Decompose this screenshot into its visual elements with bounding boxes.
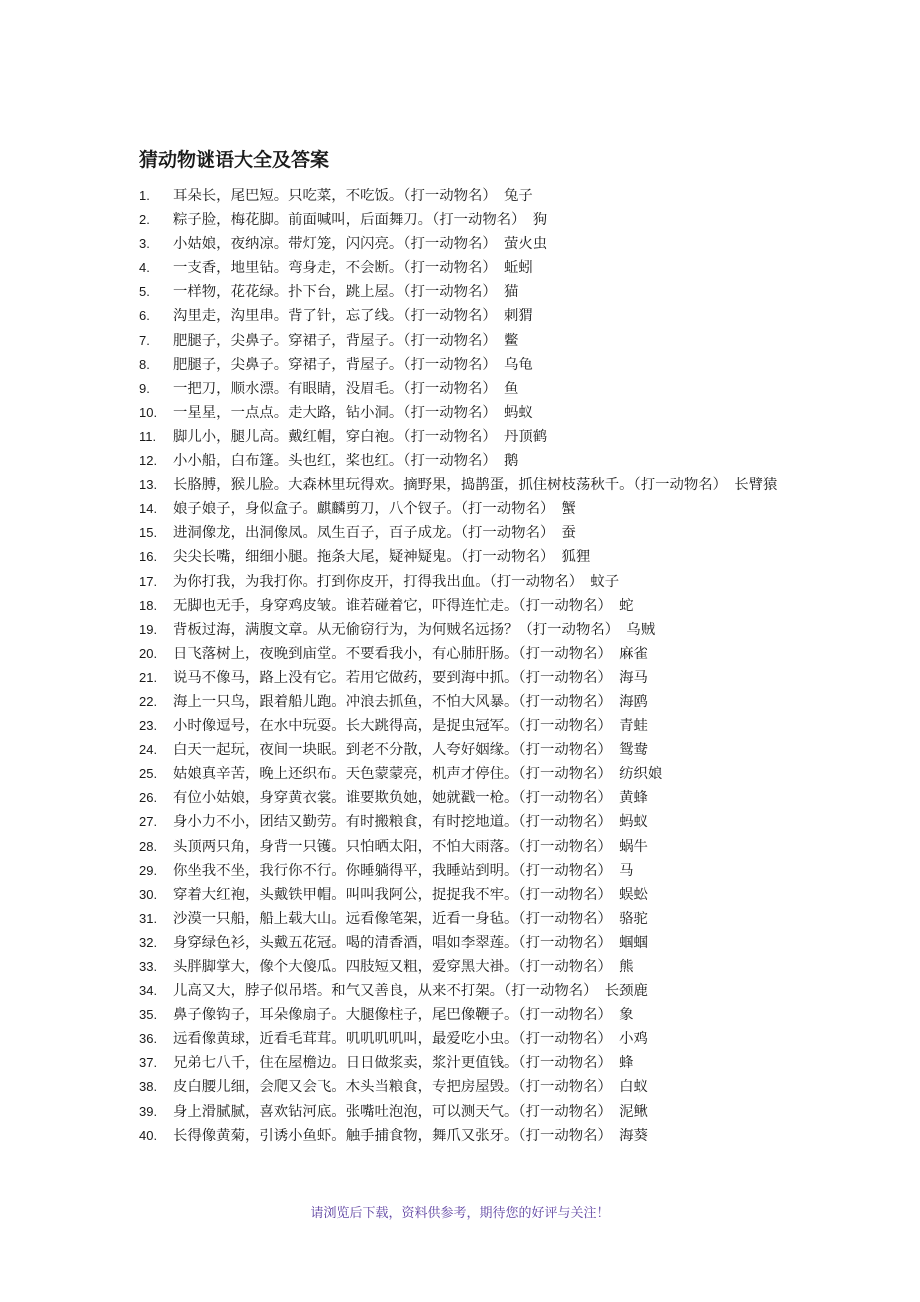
riddle-item [139, 907, 819, 931]
riddle-text: 头胖脚掌大，像个大傻瓜。四肢短又粗，爱穿黑大褂。（打一动物名） 熊 [173, 959, 634, 975]
riddle-text: 儿高又大，脖子似吊塔。和气又善良，从来不打架。（打一动物名） 长颈鹿 [173, 983, 648, 1000]
riddle-text: 白天一起玩，夜间一块眠。到老不分散，人夸好姻缘。（打一动物名） 鸳鸯 [173, 742, 648, 759]
riddle-item [139, 955, 819, 979]
riddle-number: 38. [139, 1079, 158, 1095]
riddle-number: 35. [139, 1007, 158, 1023]
riddle-text: 兄弟七八千，住在屋檐边。日日做浆卖，浆汁更值钱。（打一动物名） 蜂 [173, 1055, 634, 1072]
riddle-number: 32. [139, 934, 158, 950]
riddle-item [139, 232, 819, 256]
riddle-number: 27. [139, 814, 158, 830]
riddle-item [139, 304, 819, 328]
riddle-number: 14. [139, 501, 158, 517]
riddle-number: 12. [139, 453, 158, 469]
riddle-text: 小姑娘，夜纳凉。带灯笼，闪闪亮。（打一动物名） 萤火虫 [173, 236, 548, 253]
riddle-number: 4. [139, 260, 150, 276]
riddle-item [139, 449, 819, 473]
riddle-item [139, 1075, 819, 1099]
riddle-number: 37. [139, 1055, 158, 1071]
riddle-item [139, 594, 819, 618]
riddle-number: 13. [139, 477, 158, 493]
riddle-item [139, 714, 819, 738]
riddle-item [139, 738, 819, 762]
riddle-text: 沙漠一只船，船上载大山。远看像笔架，近看一身毡。（打一动物名） 骆驼 [173, 910, 648, 927]
riddle-number: 39. [139, 1103, 158, 1119]
riddle-item [139, 666, 819, 690]
riddle-text: 娘子娘子，身似盒子。麒麟剪刀，八个钗子。（打一动物名） 蟹 [173, 501, 576, 518]
riddle-text: 长得像黄菊，引诱小鱼虾。触手捕食物，舞爪又张牙。（打一动物名） 海葵 [173, 1127, 648, 1144]
riddle-number: 22. [139, 693, 158, 709]
riddle-text: 肥腿子，尖鼻子。穿裙子，背屋子。（打一动物名） 鳖 [173, 332, 519, 349]
riddle-number: 33. [139, 959, 158, 974]
riddle-item [139, 810, 819, 834]
riddle-text: 粽子脸，梅花脚。前面喊叫，后面舞刀。（打一动物名） 狗 [173, 212, 548, 229]
riddle-text: 身小力不小，团结又勤劳。有时搬粮食，有时挖地道。（打一动物名） 蚂蚁 [173, 814, 648, 831]
riddle-item [139, 280, 819, 304]
riddle-number: 17. [139, 573, 158, 589]
riddle-number: 8. [139, 356, 150, 372]
riddle-number: 10. [139, 404, 158, 420]
riddle-text: 身穿绿色衫，头戴五花冠。喝的清香酒，唱如李翠莲。（打一动物名） 蝈蝈 [173, 934, 648, 951]
riddle-number: 29. [139, 862, 158, 878]
riddle-item [139, 377, 819, 401]
riddle-text: 你坐我不坐，我行你不行。你睡躺得平，我睡站到明。（打一动物名） 马 [173, 862, 634, 879]
riddle-text: 无脚也无手，身穿鸡皮皱。谁若碰着它，吓得连忙走。（打一动物名） 蛇 [173, 597, 634, 614]
riddle-list [139, 184, 819, 1148]
riddle-item [139, 1027, 819, 1051]
riddle-number: 31. [139, 910, 158, 926]
riddle-text: 为你打我，为我打你。打到你皮开，打得我出血。（打一动物名） 蚊子 [173, 573, 620, 590]
riddle-number: 6. [139, 308, 150, 324]
riddle-item [139, 762, 819, 786]
footer-note: 请浏览后下载，资料供参考，期待您的好评与关注！ [310, 1206, 610, 1221]
riddle-number: 34. [139, 983, 158, 999]
riddle-text: 一支香，地里钻。弯身走，不会断。（打一动物名） 蚯蚓 [173, 260, 533, 277]
riddle-number: 36. [139, 1031, 158, 1047]
riddle-text: 背板过海，满腹文章。从无偷窃行为，为何贼名远扬？（打一动物名） 乌贼 [173, 621, 656, 638]
riddle-item [139, 329, 819, 353]
riddle-item [139, 473, 819, 497]
riddle-text: 沟里走，沟里串。背了针，忘了线。（打一动物名） 刺猬 [173, 308, 533, 325]
riddle-number: 30. [139, 886, 158, 902]
riddle-number: 15. [139, 525, 158, 541]
riddle-text: 进洞像龙，出洞像凤。凤生百子，百子成龙。（打一动物名） 蚕 [173, 525, 576, 542]
riddle-text: 身上滑腻腻，喜欢钻河底。张嘴吐泡泡，可以测天气。（打一动物名） 泥鳅 [173, 1103, 648, 1120]
riddle-number: 19. [139, 621, 158, 637]
riddle-number: 23. [139, 718, 158, 734]
riddle-number: 1. [139, 188, 150, 203]
riddle-text: 鼻子像钩子，耳朵像扇子。大腿像柱子，尾巴像鞭子。（打一动物名） 象 [173, 1007, 634, 1024]
riddle-item [139, 545, 819, 569]
riddle-item [139, 208, 819, 232]
riddle-text: 尖尖长嘴，细细小腿。拖条大尾，疑神疑鬼。（打一动物名） 狐狸 [173, 549, 591, 566]
riddle-item [139, 184, 819, 208]
riddle-item [139, 521, 819, 545]
riddle-text: 说马不像马，路上没有它。若用它做药，要到海中抓。（打一动物名） 海马 [173, 669, 648, 686]
riddle-item [139, 642, 819, 666]
riddle-number: 18. [139, 597, 158, 613]
riddle-text: 肥腿子，尖鼻子。穿裙子，背屋子。（打一动物名） 乌龟 [173, 356, 533, 373]
riddle-number: 28. [139, 838, 158, 854]
riddle-number: 21. [139, 669, 158, 685]
riddle-item [139, 690, 819, 714]
page-title: 猜动物谜语大全及答案 [139, 149, 330, 171]
riddle-number: 3. [139, 236, 150, 252]
riddle-number: 11. [139, 428, 157, 444]
riddle-item [139, 425, 819, 449]
riddle-text: 小小船，白布篷。头也红，桨也红。（打一动物名） 鹅 [173, 453, 519, 470]
riddle-item [139, 1124, 819, 1148]
riddle-text: 姑娘真辛苦，晚上还织布。天色蒙蒙亮，机声才停住。（打一动物名） 纺织娘 [173, 766, 663, 783]
riddle-item [139, 256, 819, 280]
riddle-text: 远看像黄球，近看毛茸茸。叽叽叽叽叫，最爱吃小虫。（打一动物名） 小鸡 [173, 1031, 648, 1048]
riddle-item [139, 1051, 819, 1075]
riddle-text: 皮白腰儿细，会爬又会飞。木头当粮食，专把房屋毁。（打一动物名） 白蚁 [173, 1079, 648, 1096]
riddle-text: 日飞落树上，夜晚到庙堂。不要看我小，有心肺肝肠。（打一动物名） 麻雀 [173, 645, 648, 662]
riddle-number: 16. [139, 549, 158, 565]
riddle-number: 24. [139, 742, 158, 758]
riddle-text: 小时像逗号，在水中玩耍。长大跳得高，是捉虫冠军。（打一动物名） 青蛙 [173, 718, 648, 735]
riddle-number: 5. [139, 284, 150, 300]
riddle-number: 20. [139, 645, 158, 661]
riddle-item [139, 1100, 819, 1124]
riddle-text: 海上一只鸟，跟着船儿跑。冲浪去抓鱼，不怕大风暴。（打一动物名） 海鸥 [173, 693, 648, 710]
riddle-item [139, 859, 819, 883]
riddle-number: 7. [139, 332, 150, 348]
riddle-text: 一星星，一点点。走大路，钻小洞。（打一动物名） 蚂蚁 [173, 404, 533, 421]
riddle-item [139, 570, 819, 594]
riddle-text: 一把刀，顺水漂。有眼睛，没眉毛。（打一动物名） 鱼 [173, 380, 519, 397]
riddle-text: 头顶两只角，身背一只镬。只怕晒太阳，不怕大雨落。（打一动物名） 蜗牛 [173, 838, 648, 855]
riddle-text: 有位小姑娘，身穿黄衣裳。谁要欺负她，她就戳一枪。（打一动物名） 黄蜂 [173, 790, 648, 807]
riddle-item [139, 497, 819, 521]
riddle-text: 脚儿小，腿儿高。戴红帽，穿白袍。（打一动物名） 丹顶鹤 [173, 428, 548, 445]
riddle-item [139, 786, 819, 810]
riddle-item [139, 618, 819, 642]
riddle-item [139, 931, 819, 955]
riddle-item [139, 1003, 819, 1027]
riddle-text: 一样物，花花绿。扑下台，跳上屋。（打一动物名） 猫 [173, 284, 519, 301]
riddle-number: 9. [139, 380, 150, 396]
riddle-item [139, 883, 819, 907]
riddle-number: 25. [139, 766, 158, 782]
riddle-number: 40. [139, 1127, 158, 1143]
riddle-text: 耳朵长，尾巴短。只吃菜，不吃饭。（打一动物名） 兔子 [173, 188, 533, 204]
riddle-text: 穿着大红袍，头戴铁甲帽。叫叫我阿公，捉捉我不牢。（打一动物名） 蜈蚣 [173, 886, 648, 903]
riddle-item [139, 835, 819, 859]
riddle-number: 2. [139, 212, 150, 228]
riddle-number: 26. [139, 790, 158, 806]
riddle-item [139, 353, 819, 377]
riddle-item [139, 979, 819, 1003]
riddle-text: 长胳膊，猴儿脸。大森林里玩得欢。摘野果，捣鹊蛋，抓住树枝荡秋千。（打一动物名） 长臂猿 [173, 477, 778, 494]
riddle-item [139, 401, 819, 425]
